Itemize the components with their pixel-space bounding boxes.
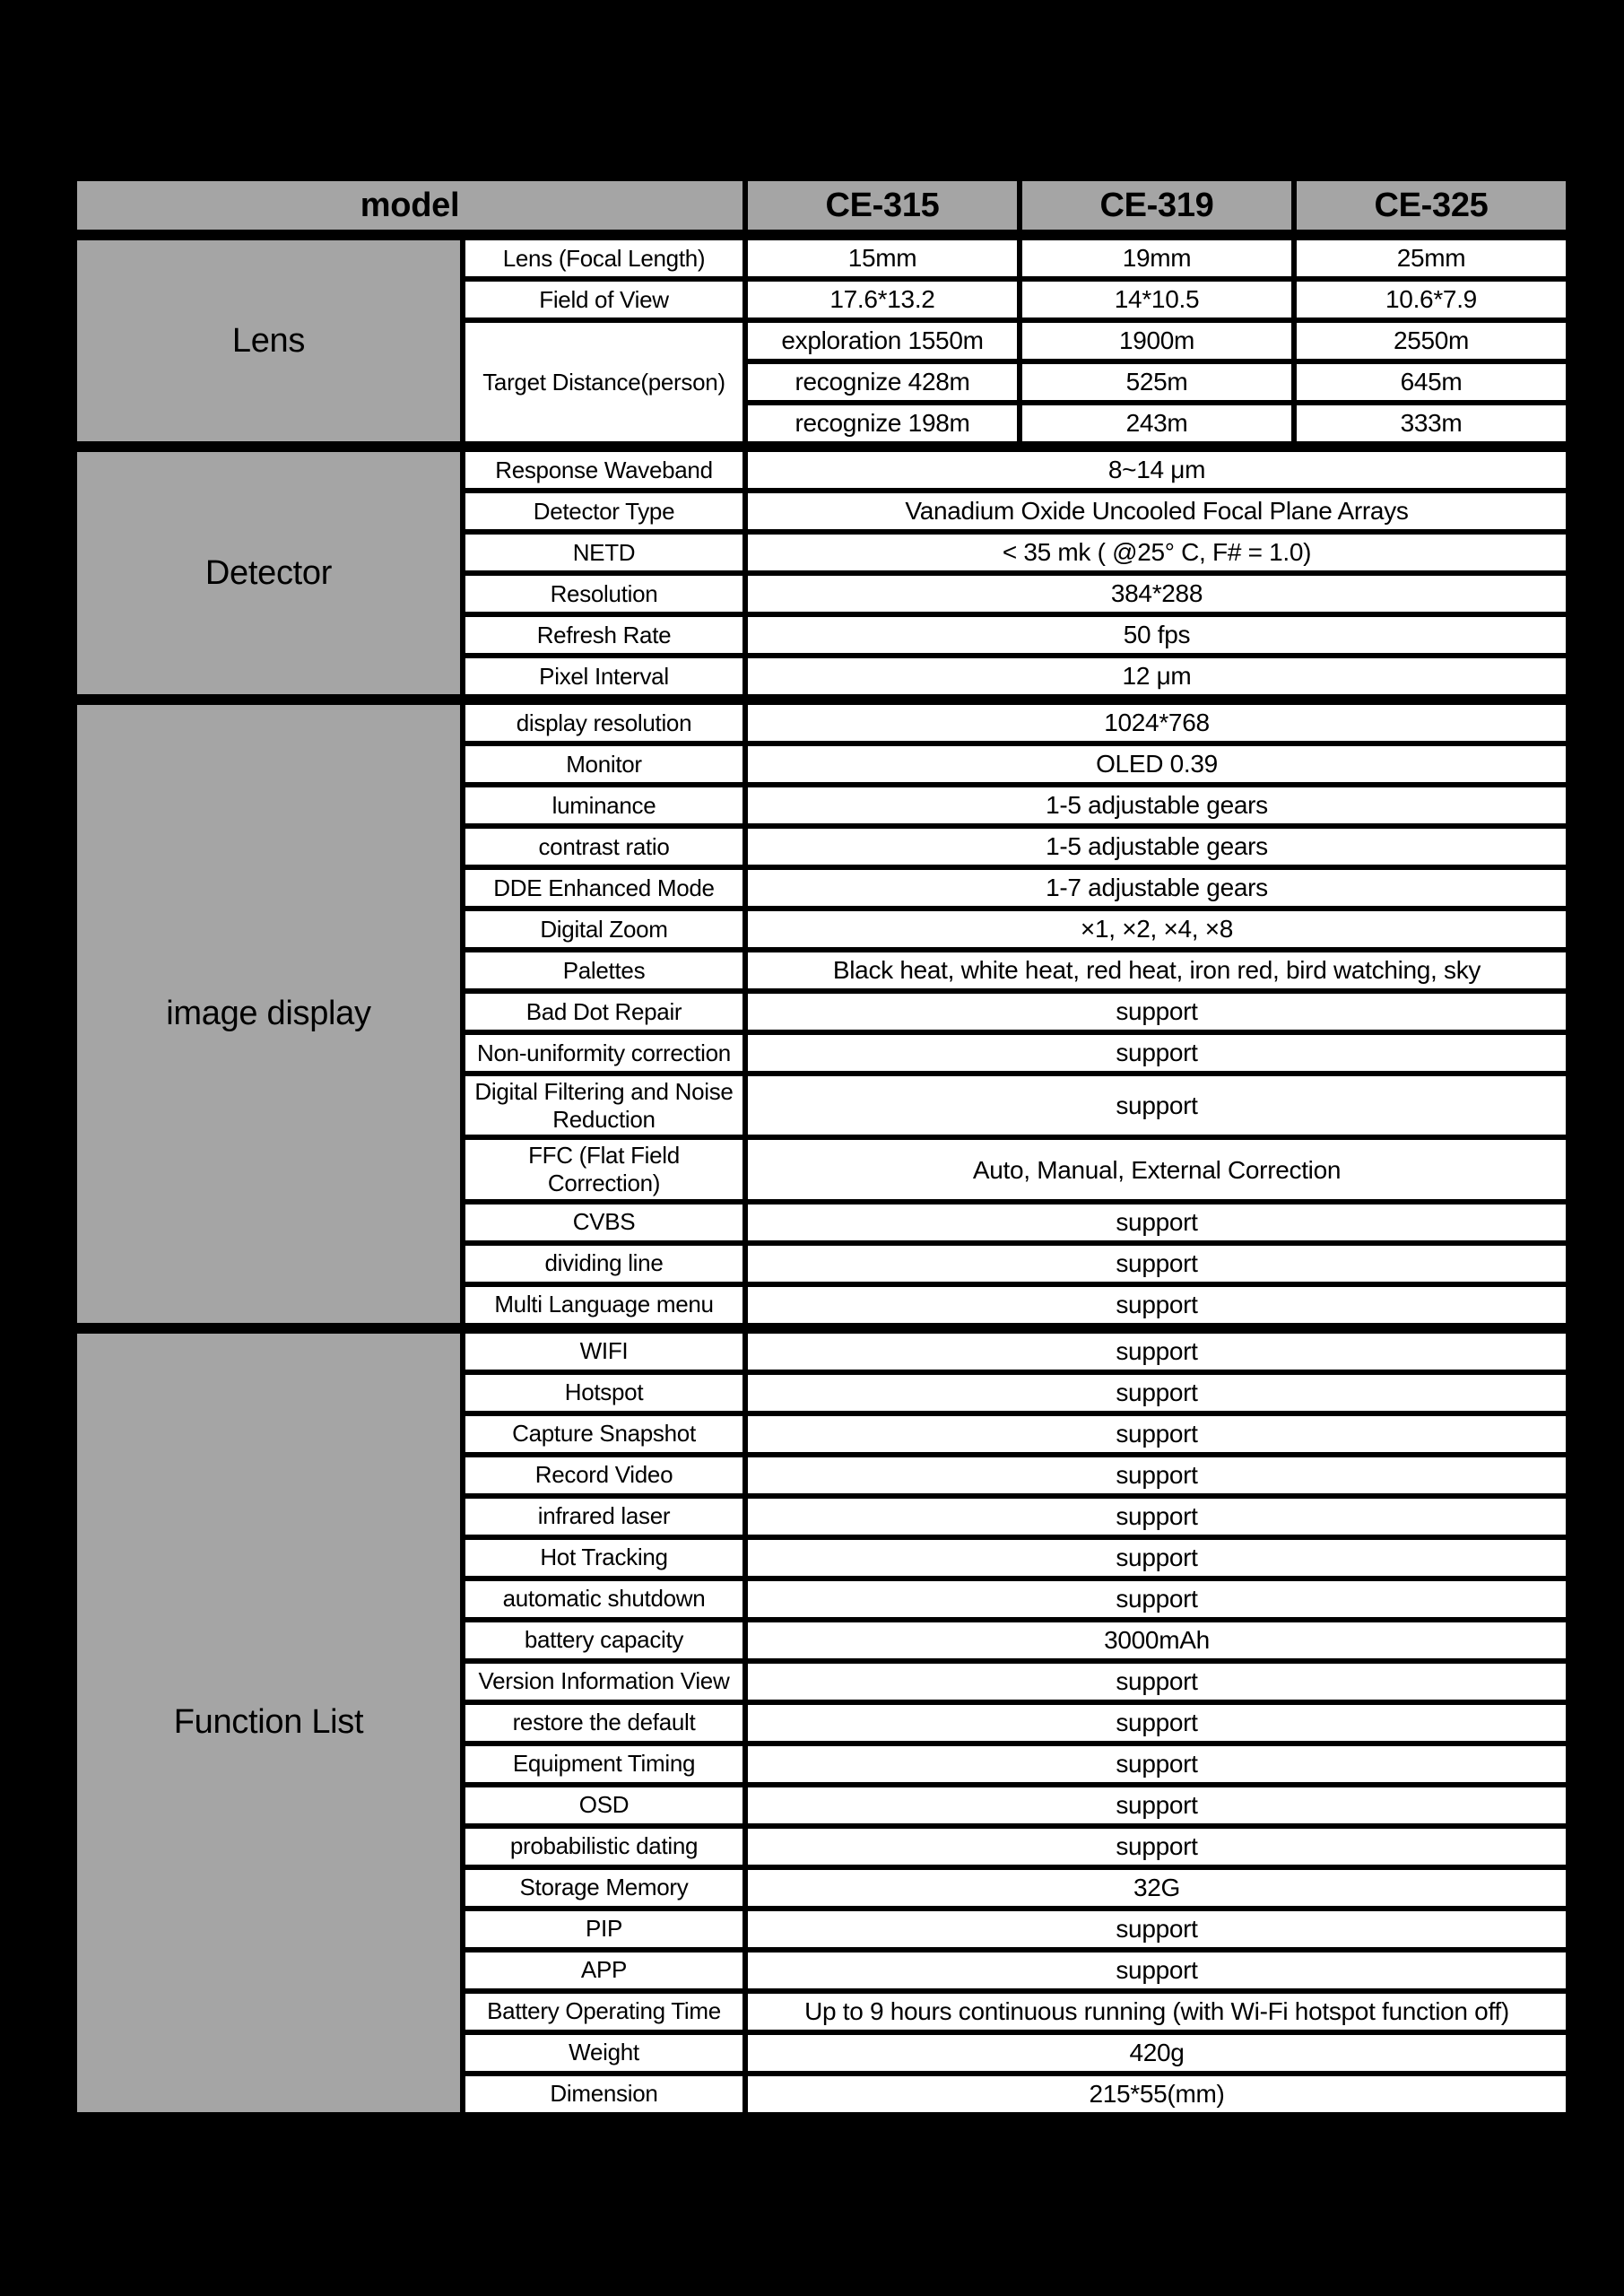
spec-label-cell: dividing line: [463, 1243, 745, 1284]
spec-value-cell: 25mm: [1294, 235, 1568, 279]
spec-value-cell: support: [745, 1372, 1568, 1413]
spec-value-cell: 243m: [1020, 403, 1294, 447]
category-cell: Detector: [74, 447, 463, 700]
spec-label-cell: Response Waveband: [463, 447, 745, 491]
spec-label-cell: luminance: [463, 785, 745, 826]
spec-value-cell: 333m: [1294, 403, 1568, 447]
spec-label-cell: PIP: [463, 1909, 745, 1950]
spec-value-cell: support: [745, 1455, 1568, 1496]
spec-label-cell: Resolution: [463, 573, 745, 614]
spec-label-cell: automatic shutdown: [463, 1578, 745, 1620]
spec-value-cell: support: [745, 1074, 1568, 1137]
spec-value-cell: 50 fps: [745, 614, 1568, 656]
spec-value-cell: 2550m: [1294, 320, 1568, 361]
spec-value-cell: 14*10.5: [1020, 279, 1294, 320]
spec-label-cell: Digital Zoom: [463, 909, 745, 950]
spec-value-cell: 384*288: [745, 573, 1568, 614]
spec-row: [74, 235, 1568, 279]
spec-label-cell: CVBS: [463, 1202, 745, 1243]
spec-label-cell: Lens (Focal Length): [463, 235, 745, 279]
spec-value-cell: support: [745, 1537, 1568, 1578]
spec-label-cell: display resolution: [463, 700, 745, 744]
spec-value-cell: 8~14 μm: [745, 447, 1568, 491]
spec-table: [72, 176, 1571, 2118]
spec-label-cell: Battery Operating Time: [463, 1991, 745, 2032]
spec-label-cell: Storage Memory: [463, 1867, 745, 1909]
spec-label-cell: battery capacity: [463, 1620, 745, 1661]
spec-label-cell: NETD: [463, 532, 745, 573]
spec-label-cell: Monitor: [463, 744, 745, 785]
spec-label-cell: WIFI: [463, 1328, 745, 1372]
spec-label-cell: DDE Enhanced Mode: [463, 867, 745, 909]
spec-value-cell: ×1, ×2, ×4, ×8: [745, 909, 1568, 950]
spec-table-body: [74, 235, 1568, 2115]
spec-label-cell: Target Distance(person): [463, 320, 745, 447]
spec-value-cell: recognize 198m: [745, 403, 1020, 447]
spec-value-cell: support: [745, 1826, 1568, 1867]
spec-label-cell: APP: [463, 1950, 745, 1991]
spec-value-cell: 1-7 adjustable gears: [745, 867, 1568, 909]
spec-value-cell: support: [745, 1744, 1568, 1785]
spec-value-cell: support: [745, 1950, 1568, 1991]
spec-value-cell: support: [745, 1496, 1568, 1537]
spec-label-cell: Equipment Timing: [463, 1744, 745, 1785]
spec-row: [74, 700, 1568, 744]
category-cell: Function List: [74, 1328, 463, 2115]
spec-value-cell: Auto, Manual, External Correction: [745, 1137, 1568, 1201]
spec-table-head: [74, 178, 1568, 235]
spec-value-cell: 1-5 adjustable gears: [745, 785, 1568, 826]
spec-value-cell: support: [745, 1909, 1568, 1950]
spec-value-cell: 1-5 adjustable gears: [745, 826, 1568, 867]
spec-label-cell: OSD: [463, 1785, 745, 1826]
spec-value-cell: support: [745, 1578, 1568, 1620]
spec-label-cell: contrast ratio: [463, 826, 745, 867]
spec-label-cell: Pixel Interval: [463, 656, 745, 700]
spec-value-cell: 1024*768: [745, 700, 1568, 744]
spec-label-cell: Refresh Rate: [463, 614, 745, 656]
spec-value-cell: 12 μm: [745, 656, 1568, 700]
spec-label-cell: Dimension: [463, 2074, 745, 2115]
spec-value-cell: 17.6*13.2: [745, 279, 1020, 320]
spec-value-cell: exploration 1550m: [745, 320, 1020, 361]
spec-value-cell: 15mm: [745, 235, 1020, 279]
spec-label-cell: FFC (Flat Field Correction): [463, 1137, 745, 1201]
spec-row: [74, 447, 1568, 491]
model-header-cell: model: [74, 178, 745, 235]
category-cell: Lens: [74, 235, 463, 447]
spec-value-cell: 10.6*7.9: [1294, 279, 1568, 320]
spec-value-cell: recognize 428m: [745, 361, 1020, 403]
spec-value-cell: 32G: [745, 1867, 1568, 1909]
spec-value-cell: support: [745, 1202, 1568, 1243]
spec-value-cell: support: [745, 1032, 1568, 1074]
spec-value-cell: 525m: [1020, 361, 1294, 403]
spec-label-cell: Multi Language menu: [463, 1284, 745, 1328]
spec-value-cell: 215*55(mm): [745, 2074, 1568, 2115]
spec-label-cell: Detector Type: [463, 491, 745, 532]
column-header-cell: CE-325: [1294, 178, 1568, 235]
column-header-cell: CE-319: [1020, 178, 1294, 235]
spec-label-cell: Palettes: [463, 950, 745, 991]
spec-value-cell: Black heat, white heat, red heat, iron red, bird watching, sky: [745, 950, 1568, 991]
spec-label-cell: Record Video: [463, 1455, 745, 1496]
spec-value-cell: support: [745, 1785, 1568, 1826]
spec-value-cell: support: [745, 1702, 1568, 1744]
spec-label-cell: Digital Filtering and Noise Reduction: [463, 1074, 745, 1137]
spec-value-cell: support: [745, 1413, 1568, 1455]
spec-value-cell: < 35 mk ( @25° C, F# = 1.0): [745, 532, 1568, 573]
spec-label-cell: infrared laser: [463, 1496, 745, 1537]
spec-label-cell: restore the default: [463, 1702, 745, 1744]
spec-value-cell: support: [745, 1243, 1568, 1284]
spec-label-cell: Capture Snapshot: [463, 1413, 745, 1455]
spec-value-cell: 645m: [1294, 361, 1568, 403]
spec-label-cell: Non-uniformity correction: [463, 1032, 745, 1074]
spec-row: [74, 1328, 1568, 1372]
spec-label-cell: Field of View: [463, 279, 745, 320]
spec-value-cell: support: [745, 1328, 1568, 1372]
spec-value-cell: 3000mAh: [745, 1620, 1568, 1661]
spec-value-cell: support: [745, 1284, 1568, 1328]
spec-value-cell: 19mm: [1020, 235, 1294, 279]
category-cell: image display: [74, 700, 463, 1328]
spec-value-cell: OLED 0.39: [745, 744, 1568, 785]
spec-label-cell: Bad Dot Repair: [463, 991, 745, 1032]
spec-label-cell: Version Information View: [463, 1661, 745, 1702]
column-header-cell: CE-315: [745, 178, 1020, 235]
spec-value-cell: support: [745, 991, 1568, 1032]
spec-value-cell: 420g: [745, 2032, 1568, 2074]
spec-value-cell: Vanadium Oxide Uncooled Focal Plane Arrays: [745, 491, 1568, 532]
spec-value-cell: 1900m: [1020, 320, 1294, 361]
spec-value-cell: Up to 9 hours continuous running (with Wi-Fi hotspot function off): [745, 1991, 1568, 2032]
spec-label-cell: Weight: [463, 2032, 745, 2074]
spec-value-cell: support: [745, 1661, 1568, 1702]
spec-label-cell: Hot Tracking: [463, 1537, 745, 1578]
spec-label-cell: probabilistic dating: [463, 1826, 745, 1867]
spec-label-cell: Hotspot: [463, 1372, 745, 1413]
